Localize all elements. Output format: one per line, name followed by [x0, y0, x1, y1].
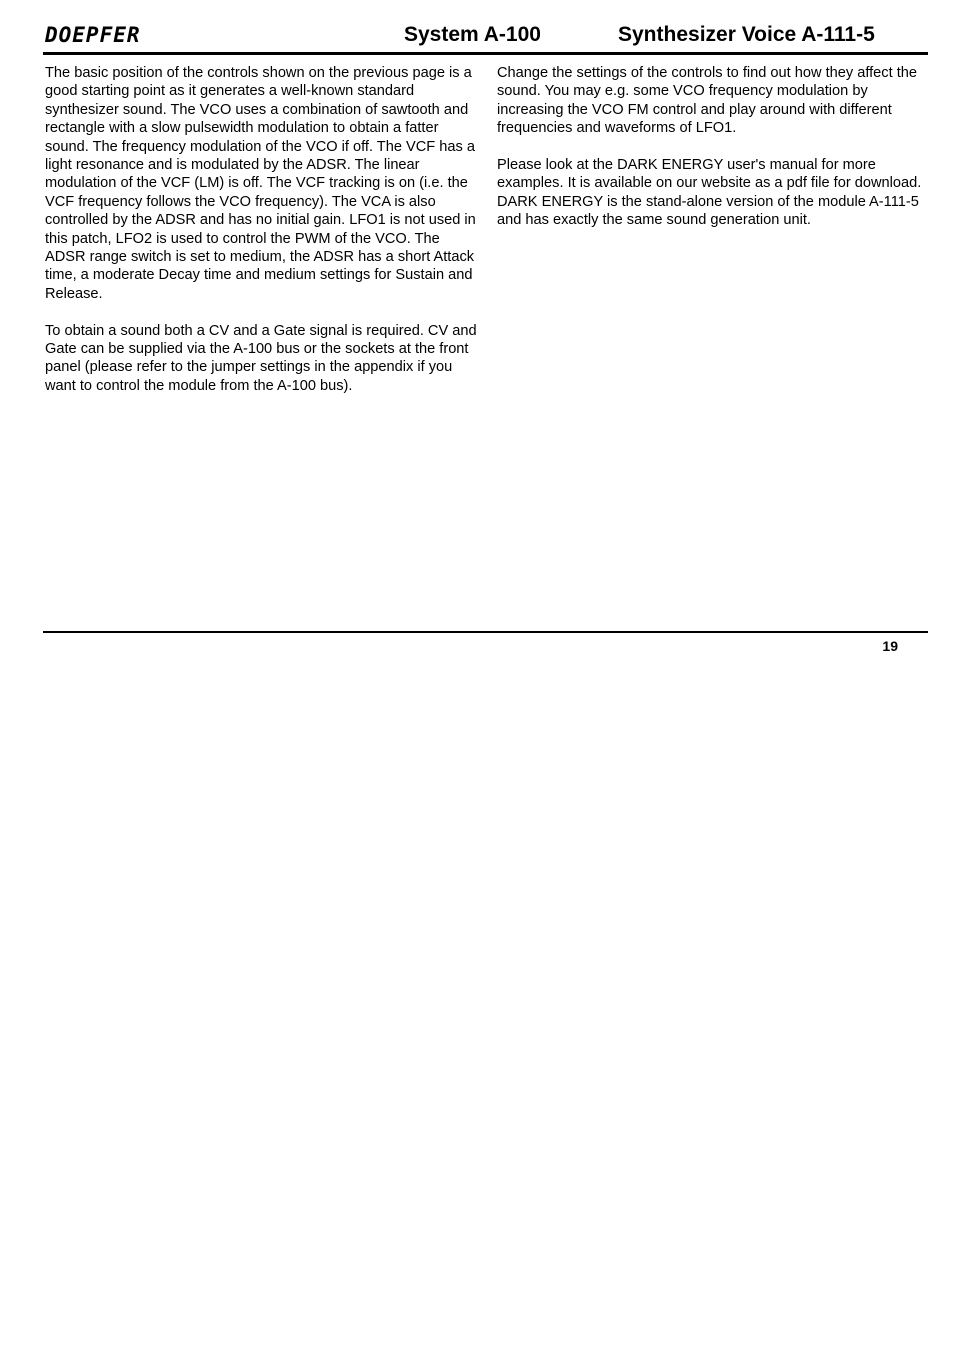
paragraph-dark-energy: Please look at the DARK ENERGY user's manual for more examples. It is available on our website as a pdf file for download. DARK ENERGY is the stand-alone version of the module A-111-5 and has exactly the same sound generation unit. — [497, 157, 922, 229]
page-number: 19 — [882, 638, 898, 654]
footer-divider — [43, 631, 928, 633]
paragraph-basic-position: The basic position of the controls shown on the previous page is a good starting point as it generates a well-known standard synthesizer sound. The VCO uses a combination of sawtooth and rectangle with a slow pulsewidth modulation to obtain a fatter sound. The frequency modulation of the VCO if off. The VCF has a light resonance and is modulated by the ADSR. The linear modulation of the VCF (LM) is off. The VCF tracking is on (i.e. the VCF frequency follows the VCO frequency). The VCA is also controlled by the ADSR and has no initial gain. LFO1 is not used in this patch, LFO2 is used to control the PWM of the VCO. The ADSR range switch is set to medium, the ADSR has a short Attack time, a moderate Decay time and medium settings for Sustain and Release. — [45, 65, 476, 302]
left-text-column — [45, 64, 477, 414]
page-header — [43, 18, 928, 55]
system-title: System A-100 — [404, 23, 541, 46]
module-title: Synthesizer Voice A-111-5 — [618, 23, 875, 46]
paragraph-cv-gate: To obtain a sound both a CV and a Gate signal is required. CV and Gate can be supplied via the A-100 bus or the sockets at the front panel (please refer to the jumper settings in the appendix if you want to control the module from the A-100 bus). — [45, 322, 477, 394]
right-text-column — [497, 64, 929, 248]
paragraph-change-settings: Change the settings of the controls to find out how they affect the sound. You may e.g. some VCO frequency modulation by increasing the VCO FM control and play around with different frequencies and waveforms of LFO1. — [497, 65, 917, 137]
doepfer-logo: DOEPFER — [45, 23, 141, 47]
